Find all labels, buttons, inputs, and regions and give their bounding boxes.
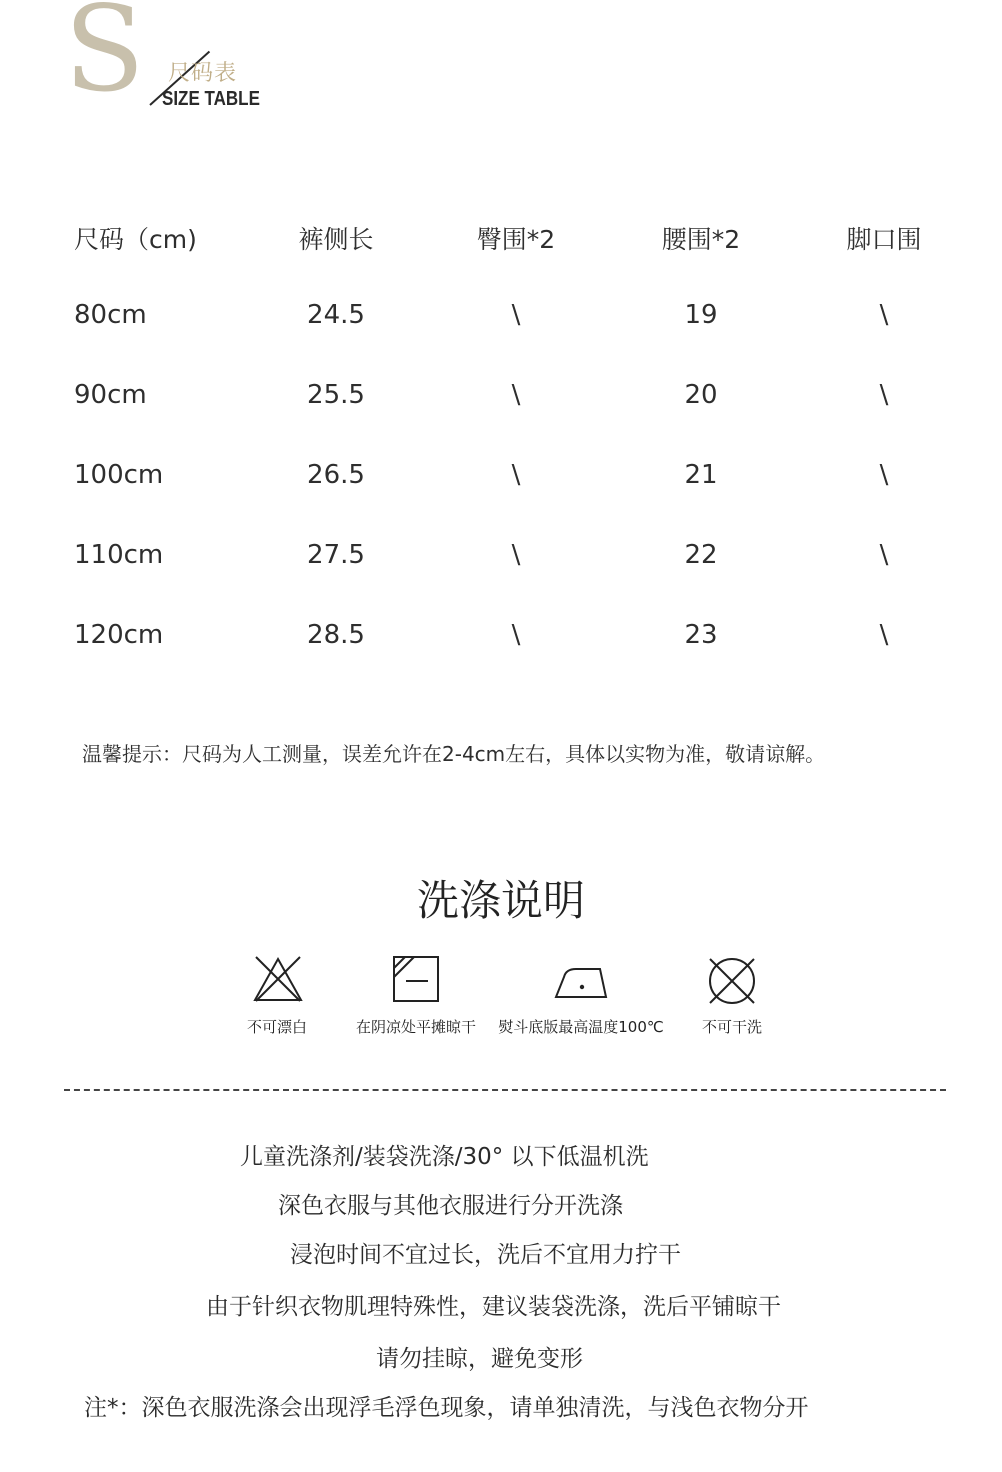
table-cell: 25.5 — [307, 380, 365, 410]
table-cell: 120cm — [74, 620, 164, 650]
table-cell: 20 — [684, 380, 718, 410]
wash-note-line: 注*：深色衣服洗涤会出现浮毛浮色现象，请单独清洗，与浅色衣物分开 — [84, 1395, 809, 1421]
logo-title-cn: 尺码表 — [168, 61, 238, 86]
table-cell: \ — [879, 620, 889, 650]
table-cell: 24.5 — [307, 300, 365, 330]
table-cell: \ — [879, 380, 889, 410]
no-dry-clean-icon — [706, 955, 758, 1007]
table-row — [0, 280, 1002, 360]
size-table-logo — [60, 0, 320, 120]
table-cell: \ — [511, 540, 521, 570]
logo-title-en: SIZE TABLE — [162, 88, 260, 110]
header-leg-opening: 脚口围 — [846, 225, 922, 254]
table-cell: 28.5 — [307, 620, 365, 650]
measurement-tip: 温馨提示：尺码为人工测量，误差允许在2-4cm左右，具体以实物为准，敬请谅解。 — [82, 742, 826, 766]
wash-instruction-line: 儿童洗涤剂/装袋洗涤/30° 以下低温机洗 — [240, 1144, 649, 1170]
wash-instruction-line: 浸泡时间不宜过长，洗后不宜用力拧干 — [290, 1242, 681, 1268]
logo-letter: S — [64, 0, 145, 118]
dashed-divider — [64, 1089, 946, 1091]
table-cell: 22 — [684, 540, 718, 570]
wash-title: 洗涤说明 — [416, 876, 585, 925]
table-cell: \ — [511, 620, 521, 650]
table-cell: \ — [511, 380, 521, 410]
table-row — [0, 440, 1002, 520]
table-cell: 26.5 — [307, 460, 365, 490]
table-cell: \ — [511, 300, 521, 330]
icon-label: 不可漂白 — [246, 1018, 308, 1036]
table-cell: 19 — [684, 300, 718, 330]
table-header-row — [0, 200, 1002, 280]
icon-label: 不可干洗 — [701, 1018, 763, 1036]
table-row — [0, 600, 1002, 680]
table-cell: 23 — [684, 620, 718, 650]
table-row — [0, 520, 1002, 600]
table-cell: 21 — [684, 460, 718, 490]
table-cell: \ — [879, 460, 889, 490]
header-side-length: 裤侧长 — [298, 225, 374, 254]
table-cell: 27.5 — [307, 540, 365, 570]
table-cell: \ — [879, 300, 889, 330]
no-bleach-icon — [252, 955, 304, 1003]
header-waist: 腰围*2 — [661, 225, 741, 254]
header-size: 尺码（cm) — [74, 225, 197, 254]
table-cell: \ — [511, 460, 521, 490]
table-cell: 110cm — [74, 540, 164, 570]
iron-icon — [554, 955, 610, 1003]
wash-instruction-line: 由于针织衣物肌理特殊性，建议装袋洗涤，洗后平铺晾干 — [206, 1294, 781, 1320]
wash-instruction-line: 请勿挂晾，避免变形 — [376, 1346, 583, 1372]
header-hip: 臀围*2 — [476, 225, 556, 254]
icon-label: 在阴凉处平摊晾干 — [355, 1018, 477, 1036]
table-cell: 80cm — [74, 300, 147, 330]
dry-flat-shade-icon — [392, 955, 440, 1003]
icon-label: 熨斗底版最高温度100℃ — [498, 1018, 664, 1036]
size-table — [0, 200, 1002, 680]
table-cell: 100cm — [74, 460, 164, 490]
wash-instruction-line: 深色衣服与其他衣服进行分开洗涤 — [278, 1193, 623, 1219]
table-cell: \ — [879, 540, 889, 570]
table-row — [0, 360, 1002, 440]
table-cell: 90cm — [74, 380, 147, 410]
